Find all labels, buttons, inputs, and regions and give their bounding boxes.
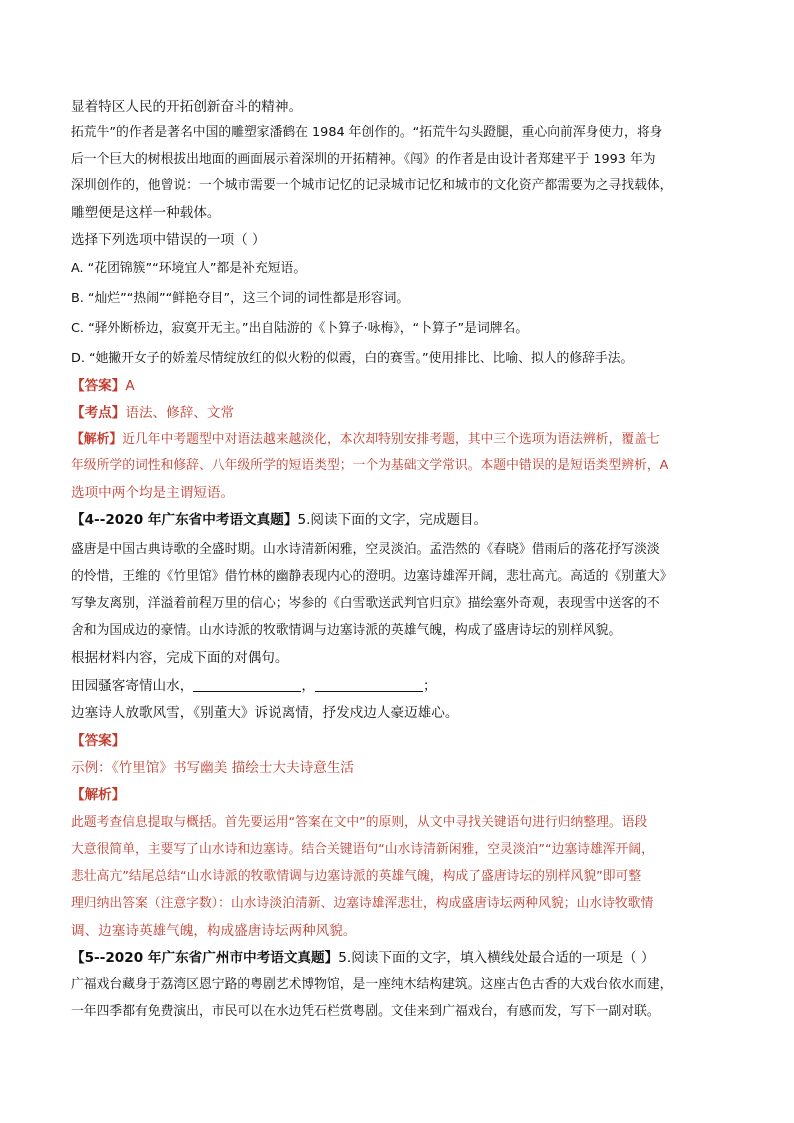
q6-line: 一年四季都有免费演出，市民可以在水边凭石栏赏粤剧。文佳来到广福戏台，有感而发，写下一副对联。 bbox=[71, 1004, 660, 1019]
passage-line: 盛唐是中国古典诗歌的全盛时期。山水诗清新闲雅，空灵淡泊。孟浩然的《春晓》借雨后的落花抒写淡淡 bbox=[71, 542, 660, 557]
q6-line: 广福戏台藏身于荔湾区恩宁路的粤剧艺术博物馆，是一座纯木结构建筑。这座古色古香的大戏台依水而建， bbox=[71, 977, 673, 992]
q5-source: 【4--2020 年广东省中考语文真题】 bbox=[71, 512, 298, 528]
option-d: D. “她撇开女子的娇羞尽情绽放红的似火粉的似霞，白的赛雪。”使用排比、比喻、拟人的修辞手法。 bbox=[71, 351, 634, 366]
couplet-line-2: 边塞诗人放歌风雪，《别董大》诉说离情，抒发戍边人豪迈雄心。 bbox=[71, 705, 459, 721]
q6-source: 【5--2020 年广东省广州市中考语文真题】 bbox=[71, 950, 339, 966]
blank-1 bbox=[193, 677, 301, 692]
q5-header bbox=[71, 507, 725, 534]
answer-row bbox=[71, 373, 725, 400]
answer-value: A bbox=[125, 378, 135, 394]
passage-line: 舍和为国成边的豪情。山水诗派的牧歌情调与边塞诗派的英雄气魄，构成了盛唐诗坛的别样风貌。 bbox=[71, 623, 622, 638]
q5-instruction: 根据材料内容，完成下面的对偶句。 bbox=[71, 650, 289, 666]
q5-answer-label: 【答案】 bbox=[71, 733, 126, 749]
jiexi-label: 【解析】 bbox=[71, 432, 123, 447]
q6-title: 5.阅读下面的文字，填入横线处最合适的一项是（ ） bbox=[338, 950, 655, 966]
q5-jiexi-line: 调、边塞诗英雄气魄，构成盛唐诗坛两种风貌。 bbox=[71, 923, 357, 939]
jiexi-row bbox=[71, 427, 725, 454]
q5-jiexi-label: 【解析】 bbox=[71, 787, 126, 803]
option-c: C. “驿外断桥边，寂寞开无主。”出自陆游的《卜算子·咏梅》，“卜算子”是词牌名。 bbox=[71, 321, 529, 336]
intro-line: 深圳创作的，他曾说：一个城市需要一个城市记忆的记录城市记忆和城市的文化资产都需要为之寻找载体， bbox=[71, 178, 673, 193]
couplet-prefix: 田园骚客寄情山水， bbox=[71, 678, 194, 694]
q5-jiexi-line: 大意很简单，主要写了山水诗和边塞诗。结合关键语句“山水诗清新闲雅，空灵淡泊”“边塞诗雄浑开阔， bbox=[71, 842, 654, 857]
q5-title: 5.阅读下面的文字，完成题目。 bbox=[297, 512, 488, 528]
kaodian-value: 语法、修辞、文常 bbox=[125, 405, 235, 421]
option-a: A. “花团锦簇”“环境宜人”都是补充短语。 bbox=[71, 261, 307, 276]
answer-label: 【答案】 bbox=[71, 378, 126, 394]
option-b: B. “灿烂”“热闹”“鲜艳夺目”，这三个词的词性都是形容词。 bbox=[71, 291, 410, 306]
question-prompt: 选择下列选项中错误的一项（ ） bbox=[71, 232, 266, 248]
kaodian-label: 【考点】 bbox=[71, 405, 126, 421]
q5-jiexi-line: 此题考查信息提取与概括。首先要运用“答案在文中”的原则，从文中寻找关键语句进行归纳整理。语段 bbox=[71, 815, 648, 830]
passage-line: 写挚友离别，洋溢着前程万里的信心；岑参的《白雪歌送武判官归京》描绘塞外奇观，表现雪中送客的不 bbox=[71, 596, 660, 611]
intro-line: 显着特区人民的开拓创新奋斗的精神。 bbox=[71, 99, 303, 115]
couplet-end: ； bbox=[422, 678, 437, 694]
kaodian-row bbox=[71, 400, 725, 427]
intro-line: 后一个巨大的树根拔出地面的画面展示着深圳的开拓精神。《闯》的作者是由设计者郑建平于 1993 年为 bbox=[71, 152, 656, 167]
q5-jiexi-line: 悲壮高亢”结尾总结“山水诗派的牧歌情调与边塞诗派的英雄气魄，构成了盛唐诗坛的别样风貌”即可整 bbox=[71, 869, 642, 884]
q5-jiexi-line: 理归纳出答案（注意字数）：山水诗淡泊清新、边塞诗雄浑悲壮，构成盛唐诗坛两种风貌；山水诗牧歌情 bbox=[71, 896, 654, 911]
jiexi-line: 选项中两个均是主谓短语。 bbox=[71, 485, 235, 501]
jiexi-line: 近几年中考题型中对语法越来越淡化，本次却特别安排考题，其中三个选项为语法辨析，覆盖七 bbox=[122, 432, 660, 447]
passage-line: 的怜惜，王维的《竹里馆》借竹林的幽静表现内心的澄明。边塞诗雄浑开阔，悲壮高亢。高适的《别董大》 bbox=[71, 569, 673, 584]
blank-2 bbox=[315, 677, 423, 692]
q5-answer: 示例：《竹里馆》书写幽美 描绘士大夫诗意生活 bbox=[71, 760, 354, 776]
jiexi-line: 年级所学的词性和修辞、八年级所学的短语类型；一个为基础文学常识。本题中错误的是短语类型辨析，A bbox=[71, 458, 669, 473]
couplet-sep: ， bbox=[301, 678, 315, 694]
intro-line: 拓荒牛”的作者是著名中国的雕塑家潘鹤在 1984 年创作的。“拓荒牛勾头蹬腿，重心向前浑身使力，将身 bbox=[71, 125, 663, 140]
couplet-line-1 bbox=[71, 673, 725, 700]
intro-line: 雕塑便是这样一种载体。 bbox=[71, 205, 221, 221]
q6-header bbox=[71, 945, 725, 972]
